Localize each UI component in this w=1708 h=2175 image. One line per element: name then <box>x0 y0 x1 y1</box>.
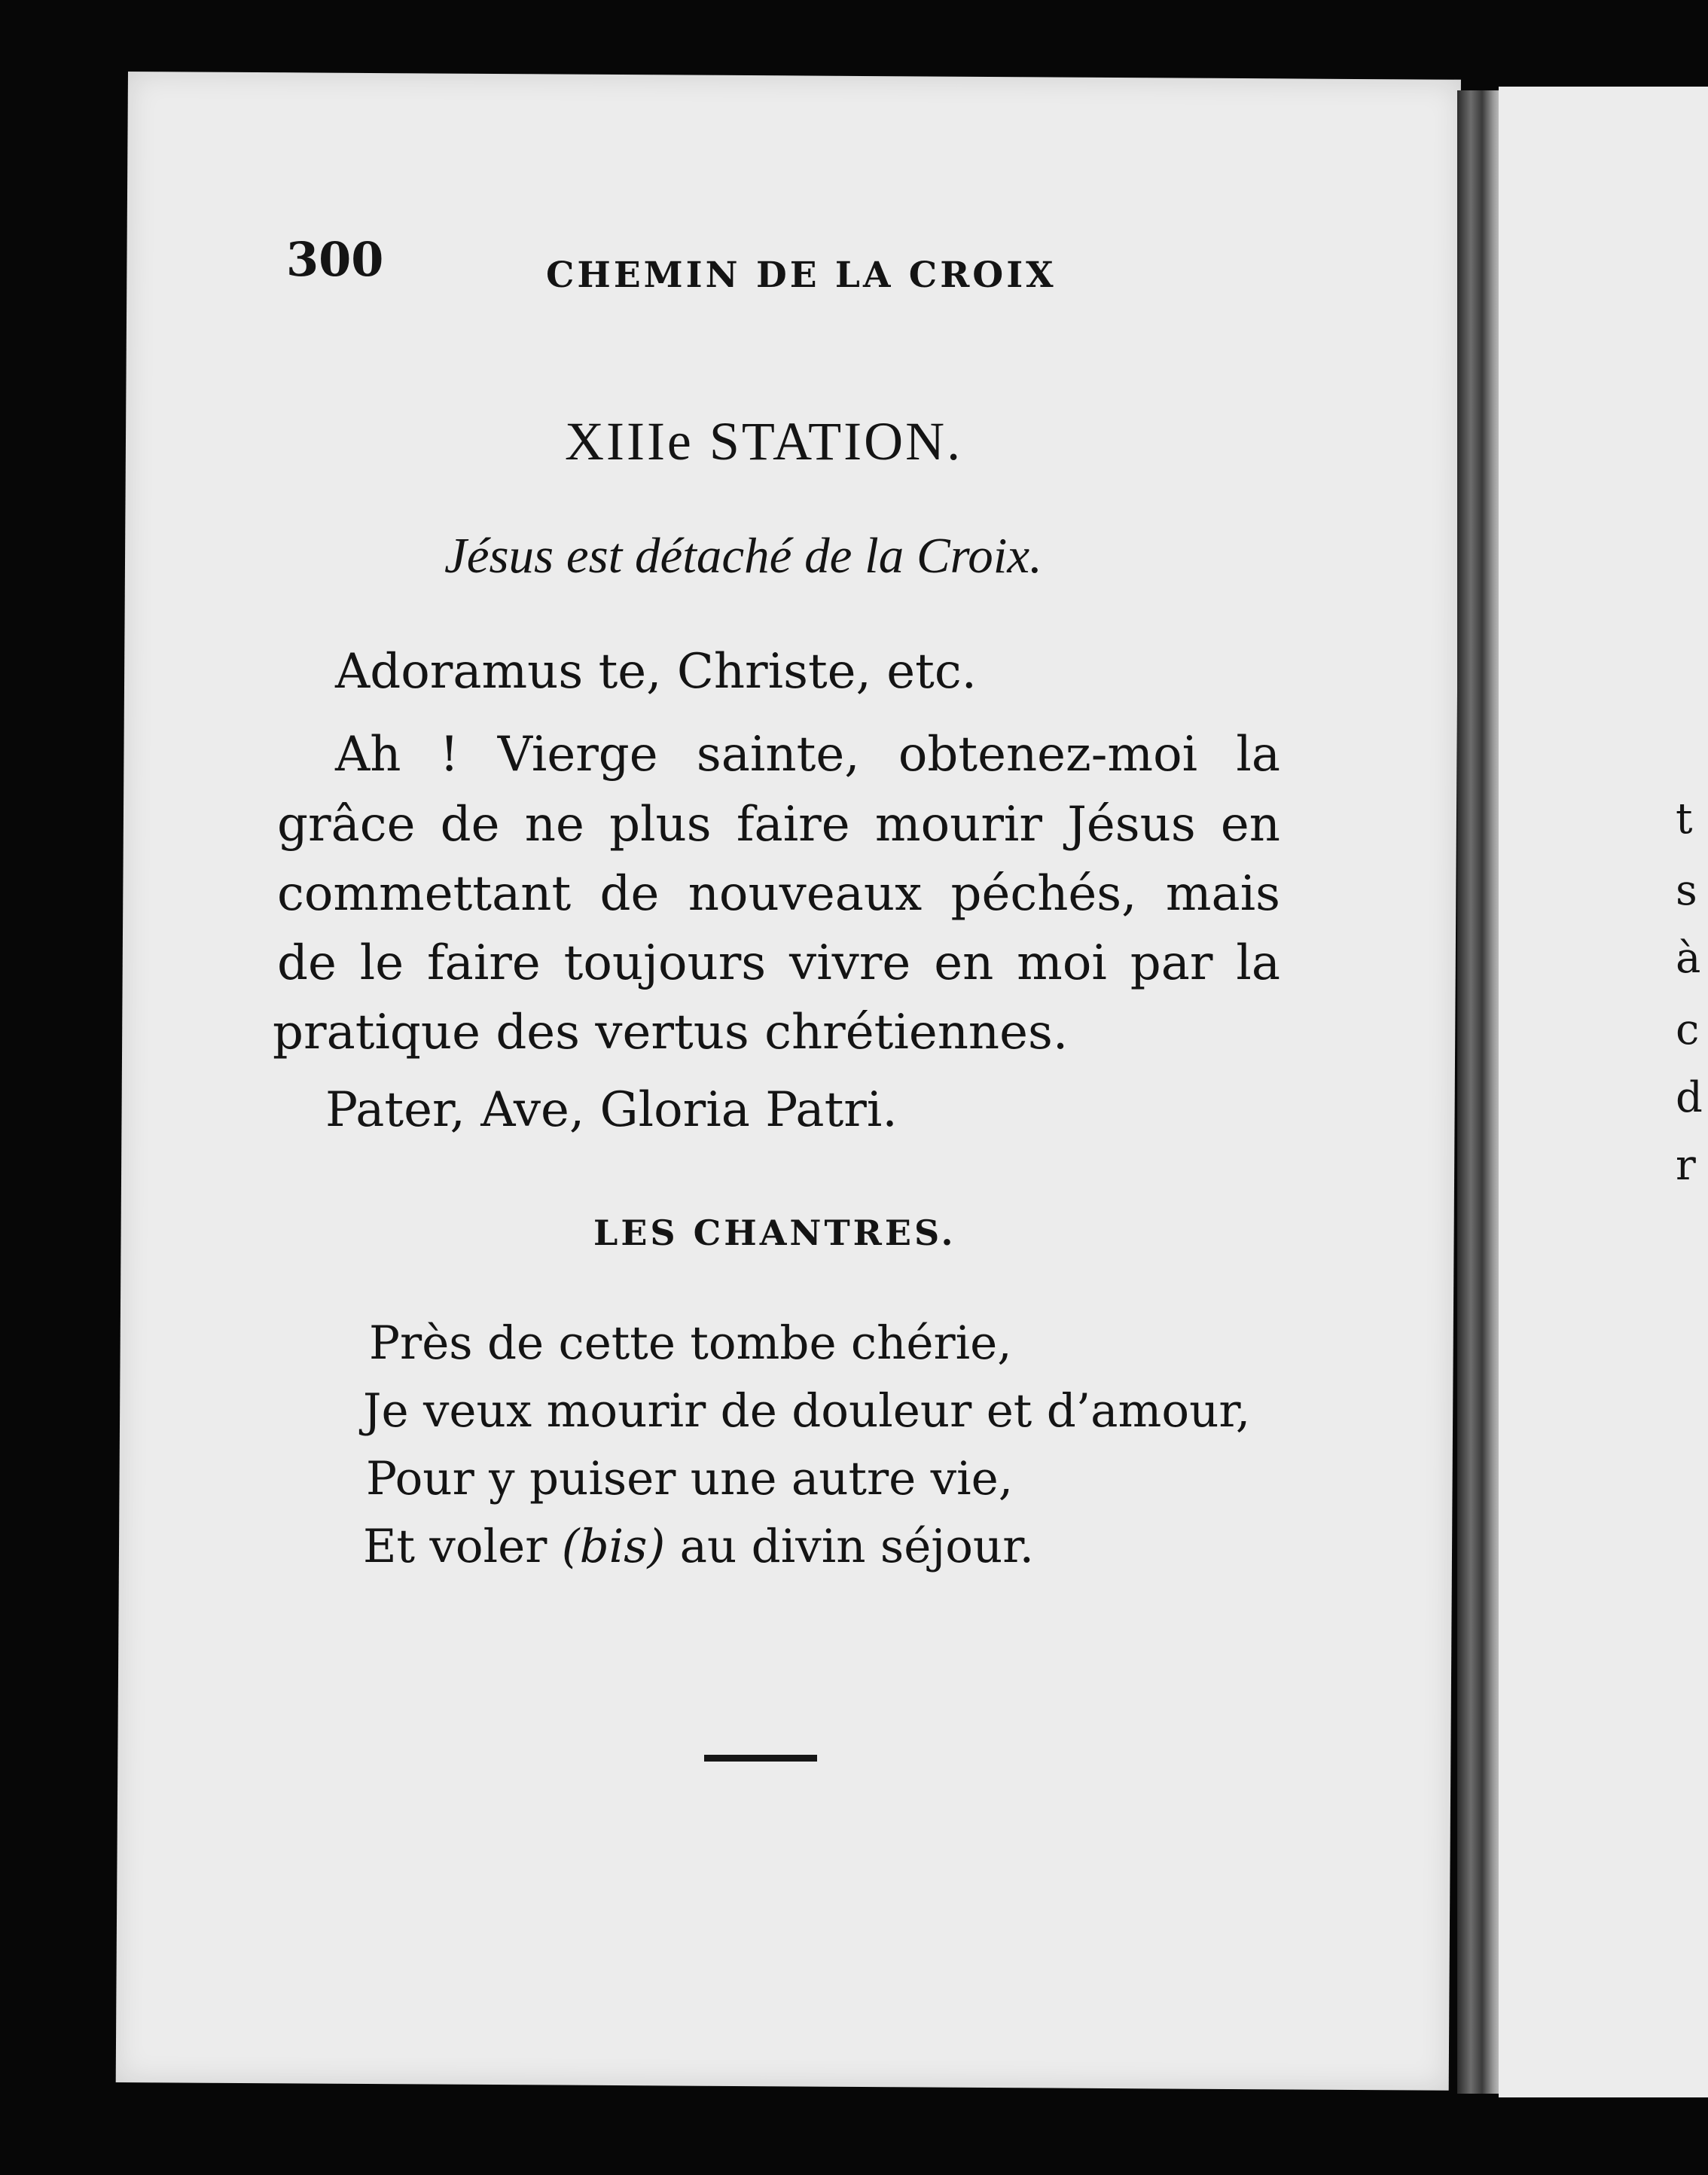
verse-line-start: Et voler <box>363 1520 547 1573</box>
prayer-line: commettant de nouveaux péchés, mais <box>277 866 1280 922</box>
verse-line-end: au divin séjour. <box>665 1520 1035 1573</box>
invocation-line: Adoramus te, Christe, etc. <box>335 644 977 700</box>
prayer-line: pratique des vertus chrétiennes. <box>273 1005 1069 1060</box>
verse-line <box>363 1520 1034 1573</box>
prayer-line: Ah ! Vierge sainte, obtenez-moi la <box>335 727 1280 782</box>
verse-line: Je veux mourir de douleur et d’amour, <box>363 1384 1251 1438</box>
left-page <box>116 72 1461 2091</box>
section-label: LES CHANTRES. <box>593 1213 956 1253</box>
right-page-glyph: d <box>1676 1073 1703 1122</box>
station-subtitle: Jésus est détaché de la Croix. <box>444 528 1042 584</box>
prayer-line: grâce de ne plus faire mourir Jésus en <box>277 797 1280 853</box>
station-heading: XIIIe STATION. <box>565 411 963 471</box>
right-page-glyph: r <box>1676 1141 1696 1190</box>
right-page-glyph: t <box>1676 795 1693 843</box>
right-page-glyph: à <box>1676 934 1701 983</box>
closing-line: Pater, Ave, Gloria Patri. <box>325 1082 898 1138</box>
page-number: 300 <box>286 232 384 287</box>
verse-repeat-mark: (bis) <box>561 1520 666 1573</box>
end-rule <box>704 1755 817 1762</box>
verse-line: Pour y puiser une autre vie, <box>366 1452 1014 1505</box>
right-page-glyph: s <box>1676 866 1697 915</box>
running-title: CHEMIN DE LA CROIX <box>546 255 1057 296</box>
right-page-glyph: c <box>1676 1005 1700 1054</box>
prayer-line: de le faire toujours vivre en moi par la <box>277 935 1280 991</box>
book-gutter <box>1457 90 1502 2094</box>
verse-line: Près de cette tombe chérie, <box>369 1316 1012 1370</box>
